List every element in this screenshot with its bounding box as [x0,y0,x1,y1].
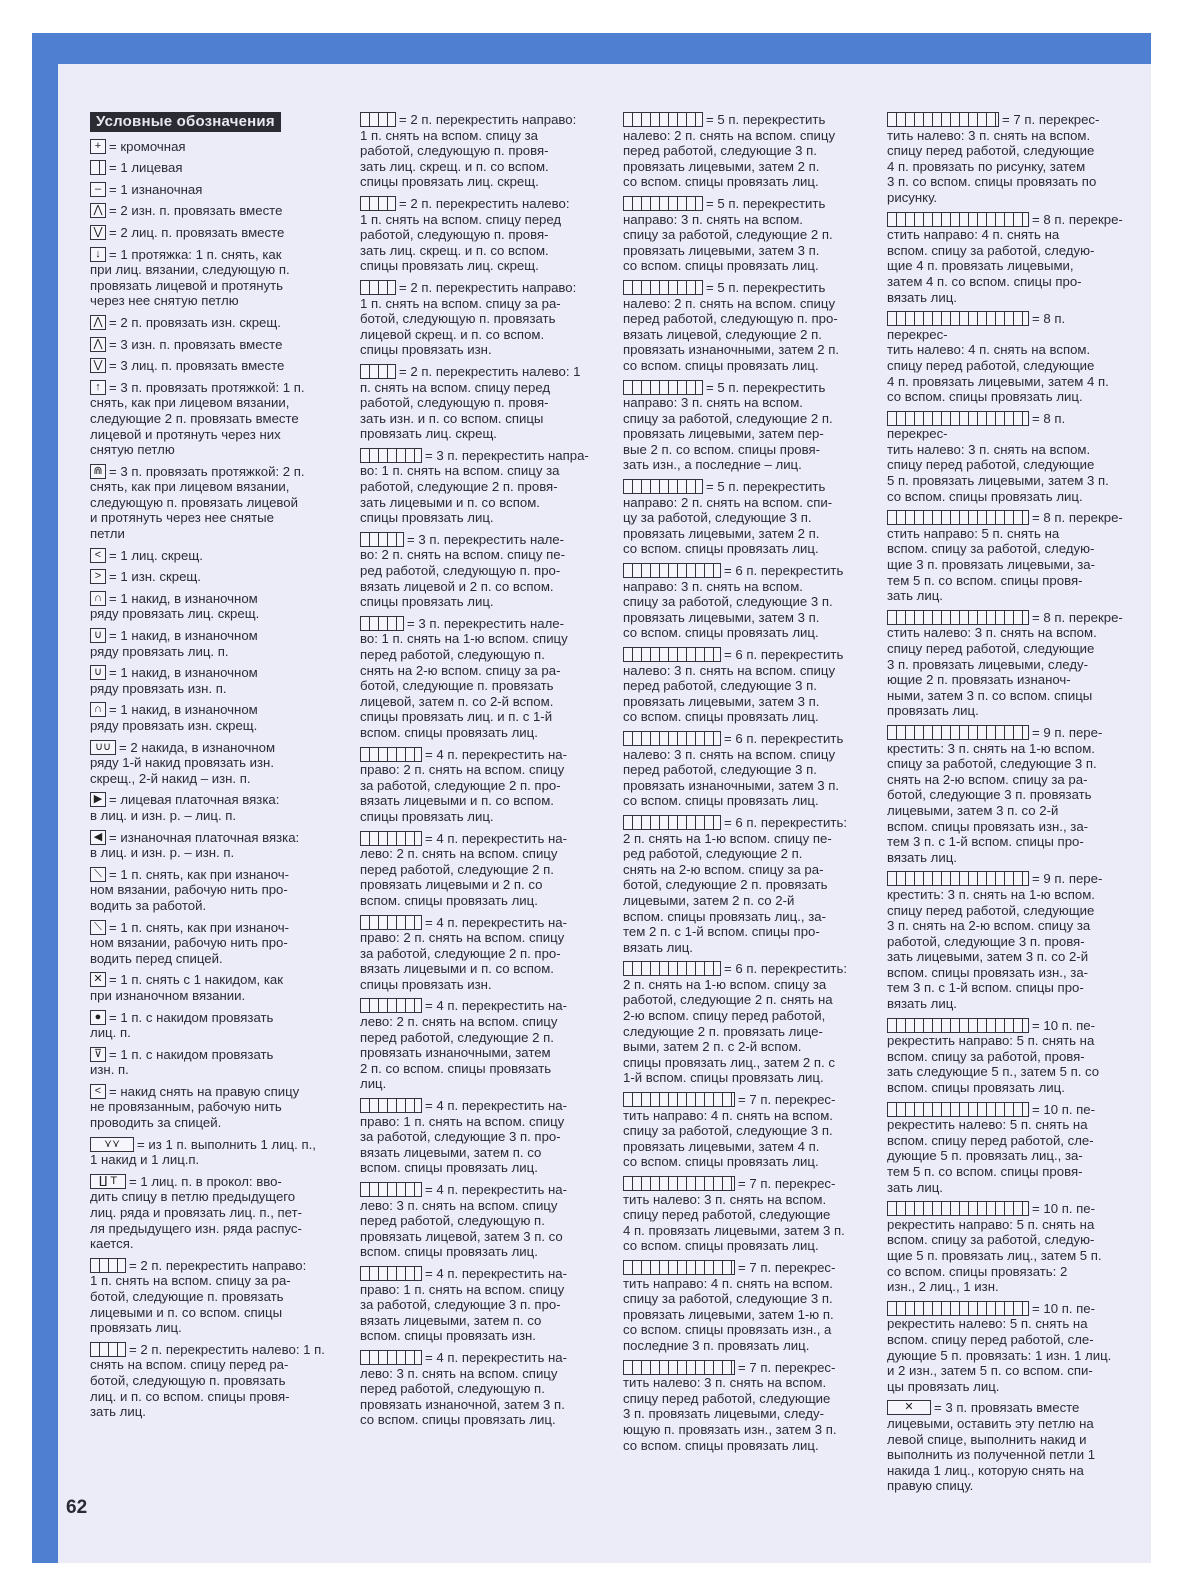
legend-text: = 6 п. перекрестить: 2 п. снять на 1-ю вспом. спицу пе- ред работой, следующие 2 п. снять на 2-ю вспом. спицу за ра- ботой, следующие 2 п. провязать лицевыми, затем 2 п. со 2-й вспом. спицы провязать лиц., за- тем 2 п. с 1-й вспом. спицы про- вязать лиц. [623,814,847,955]
empty-box-icon [90,160,106,175]
legend-text: = 3 п. перекрестить нале- во: 1 п. снять на 1-ю вспом. спицу перед работой, следующую п. снять на 2-ю вспом. спицу за ра- ботой, следующие п. провязать лицевой, затем п. со 2-й вспом. спицы провязать лиц. и п. с 1-й вспом. спицы провязать лиц. [360,615,568,740]
legend-text: = накид снять на правую спицу не провязанным, рабочую нить проводить за спицей. [90,1083,300,1131]
cross-10-left-purl-icon [887,1301,1029,1316]
cross-4-left-purl-icon [360,998,422,1013]
legend-text: = 8 п. перекре- стить направо: 4 п. снять на вспом. спицу за работой, следую- щие 4 п. провязать лицевыми, затем 4 п. со вспом. спицы про- вязать лиц. [887,211,1123,305]
legend-text: = 5 п. перекрестить направо: 3 п. снять на вспом. спицу за работой, следующие 2 п. провязать лицевыми, затем 3 п. со вспом. спицы провязать лиц. [623,195,833,274]
legend-text: = 2 лиц. п. провязать вместе [109,224,285,240]
double-yo-icon: ∪∪ [90,740,116,755]
legend-entry [623,196,875,274]
legend-entry [90,203,342,219]
yo-purl-icon: ∪ [90,665,106,680]
legend-text: = 1 накид, в изнаночном ряду провязать изн. скрещ. [90,702,258,733]
legend-text: = 1 п. снять, как при изнаноч- ном вязании, рабочую нить про- водить перед спицей. [90,919,290,966]
cross-4-right-1x3-purl-icon [360,1266,422,1281]
purl-3tog-icon: ⋀ [90,337,106,352]
legend-entry [887,1102,1129,1196]
legend-entry [90,1137,342,1168]
cross-6-two-needles-icon [623,815,721,830]
slip-yo-icon: ✕ [90,972,106,987]
legend-entry [90,548,342,564]
legend-text: = 1 п. с накидом провязать изн. п. [90,1046,274,1078]
legend-text: = 5 п. перекрестить направо: 2 п. снять на вспом. спи- цу за работой, следующие 3 п. провязать лицевыми, затем 2 п. со вспом. спицы провязать лиц. [623,479,833,557]
cross-10-right-icon [887,1018,1029,1033]
yo-knit-icon: ∪ [90,628,106,643]
purl-tbl-icon: > [90,569,106,584]
legend-text: = 2 п. перекрестить налево: 1 п. снять на вспом. спицу перед работой, следующую п. провя- зать изн. и п. со вспом. спицы провязать лиц. скрещ. [360,363,581,442]
legend-entry [887,411,1129,505]
legend-text: = 6 п. перекрестить налево: 3 п. снять на вспом. спицу перед работой, следующие 3 п. провязать изнаночными, затем 3 п. со вспом. спицы провязать лиц. [623,730,844,809]
cross-2-right-purl-icon [360,280,396,295]
legend-text: = 4 п. перекрестить на- право: 1 п. снять на вспом. спицу за работой, следующие 3 п. про- вязать лицевыми, затем п. со вспом. спицы провязать лиц. [360,1098,567,1176]
legend-entry [90,1010,342,1041]
legend-text: = 8 п. перекрес- тить налево: 3 п. снять на вспом. спицу перед работой, следующие 5 п. провязать лицевыми, затем 3 п. со вспом. спицы провязать лиц. [887,410,1109,504]
cross-4-right-purl-icon [360,915,422,930]
legend-text: = 10 п. пе- рекрестить направо: 5 п. снять на вспом. спицу за работой, провя- зать следующие 5 п., затем 5 п. со вспом. спицы провязать лиц. [887,1017,1100,1096]
legend-entry [623,731,875,809]
legend-text: = 10 п. пе- рекрестить направо: 5 п. снять на вспом. спицу за работой, следую- щие 5 п. провязать лиц., затем 5 п. со вспом. спицы провязать: 2 изн., 2 лиц., 1 изн. [887,1201,1102,1295]
legend-entry [90,1174,342,1252]
cross-5-left-icon [623,112,703,127]
legend-entry [360,831,610,909]
legend-entry [90,972,342,1003]
cross-2-left-purl-icon [360,364,396,379]
legend-entry [90,182,342,198]
cross-8-left-icon [887,311,1029,326]
legend-entry [90,358,342,374]
legend-entry [360,196,610,274]
legend-entry [90,792,342,823]
legend-entry [623,647,875,725]
legend-text: = 5 п. перекрестить налево: 2 п. снять на вспом. спицу перед работой, следующие 3 п. провязать лицевыми, затем 2 п. со вспом. спицы провязать лиц. [623,112,836,190]
cross-8-left-3x5-icon [887,411,1029,426]
legend-entry [623,1260,875,1354]
legend-entry [90,1084,342,1131]
legend-text: = 9 п. пере- крестить: 3 п. снять на 1-ю вспом. спицу перед работой, следующие 3 п. снять на 2-ю вспом. спицу за работой, следующие 3 п. провя- зать лицевыми, затем 3 п. со 2-й вспом. спицы провязать изн., за- тем 3 п. с 1-й вспом. спицы про- вязать лиц. [887,871,1103,1012]
legend-text: = 1 лицевая [109,160,183,176]
legend-text: = 3 п. перекрестить напра- во: 1 п. снять на вспом. спицу за работой, следующие 2 п. провя- зать лицевыми и п. со вспом. спицы провязать лиц. [360,447,589,526]
legend-text: = 1 накид, в изнаночном ряду провязать изн. п. [90,665,258,696]
legend-entry [887,1018,1129,1096]
legend-entry [623,280,875,374]
slip-front-icon: ⟍ [90,920,106,935]
legend-entry [360,915,610,993]
legend-text: = 1 лиц. п. в прокол: вво- дить спицу в петлю предыдущего лиц. ряда и провязать лиц. п., пет- ля предыдущего изн. ряда распус- кается. [90,1173,303,1252]
triple-pull-icon: ⋒ [90,464,106,479]
knit-with-yo-icon: ● [90,1010,106,1025]
cross-4-left-icon [360,831,422,846]
column-4 [887,112,1129,1500]
cross-6-right-icon [623,563,721,578]
legend-text: = 8 п. перекрес- тить налево: 4 п. снять на вспом. спицу перед работой, следующие 4 п. провязать лицевыми, затем 4 п. со вспом. спицы провязать лиц. [887,311,1109,405]
legend-entry [90,247,342,309]
legend-entry [623,479,875,557]
legend-text: = 3 п. провязать протяжкой: 1 п. снять, как при лицевом вязании, следующие 2 п. провязать вместе лицевой и протянуть через них снятую петлю [90,379,305,458]
legend-entry [90,569,342,585]
legend-text: = 2 п. перекрестить налево: 1 п. снять на вспом. спицу перед работой, следующую п. провя- зать лиц. скрещ. и п. со вспом. спицы провязать лиц. скрещ. [360,195,570,274]
yo-unworked-icon: < [90,1084,106,1099]
cross-8-right-5x3-icon [887,510,1029,525]
legend-text: = 4 п. перекрестить на- лево: 2 п. снять на вспом. спицу перед работой, следующие 2 п. провязать лицевыми и 2 п. со вспом. спицы провязать лиц. [360,830,567,908]
legend-text: = 6 п. перекрестить налево: 3 п. снять на вспом. спицу перед работой, следующие 3 п. провязать лицевыми, затем 3 п. со вспом. спицы провязать лиц. [623,647,844,725]
legend-entry [887,112,1129,206]
cross-8-left-purl-icon [887,610,1029,625]
legend-text: = 1 лиц. скрещ. [109,547,203,563]
cross-4-left-3x1-purl-icon [360,1350,422,1365]
legend-text: = 4 п. перекрестить на- право: 1 п. снять на вспом. спицу за работой, следующие 3 п. про- вязать лицевыми, затем п. со вспом. спицы провязать изн. [360,1265,567,1344]
legend-text: = 10 п. пе- рекрестить налево: 5 п. снять на вспом. спицу перед работой, сле- дующие 5 п. провязать: 1 изн. 1 лиц. и 2 изн., затем 5 п. со вспом. спи- цы провязать лиц. [887,1300,1112,1394]
legend-entry [90,380,342,458]
legend-entry [360,364,610,442]
legend-text: = 2 п. перекрестить направо: 1 п. снять на вспом. спицу за ра- ботой, следующую п. провязать лицевой скрещ. и п. со вспом. спицы провязать изн. [360,279,577,358]
legend-entry [90,740,342,787]
legend-entry [360,616,610,741]
legend-entry [90,139,342,155]
cross-2-right-icon [90,1258,126,1273]
legend-entry [360,1182,610,1260]
legend-text: = 2 п. перекрестить налево: 1 п. снять на вспом. спицу перед ра- ботой, следующую п. провязать лиц. и п. со вспом. спицы провя- зать лиц. [90,1341,325,1420]
cross-10-left-icon [887,1102,1029,1117]
legend-text: = 4 п. перекрестить на- лево: 3 п. снять на вспом. спицу перед работой, следующую п. провязать изнаночной, затем 3 п. со вспом. спицы провязать лиц. [360,1349,567,1428]
cross-3-two-needles-icon [360,616,404,631]
legend-text: = 1 накид, в изнаночном ряду провязать лиц. п. [90,628,258,659]
legend-text: = 4 п. перекрестить на- право: 2 п. снять на вспом. спицу за работой, следующие 2 п. про- вязать лицевыми и п. со вспом. спицы провязать лиц. [360,746,567,824]
legend-entry [90,225,342,241]
legend-text: = 3 п. провязать протяжкой: 2 п. снять, как при лицевом вязании, следующую п. провязать лицевой и протянуть через нее снятые петли [90,463,305,542]
legend-entry [887,212,1129,306]
cross-4-right-1x3-icon [360,1098,422,1113]
legend-entry [90,867,342,914]
legend-entry [90,702,342,733]
legend-entry [360,1098,610,1176]
legend-text: = 1 изнаночная [109,181,203,197]
legend-text: = изнаночная платочная вязка: в лиц. и изн. р. – изн. п. [90,829,300,861]
legend-text: = 3 изн. п. провязать вместе [109,336,283,352]
legend-text: = 5 п. перекрестить направо: 3 п. снять на вспом. спицу за работой, следующие 2 п. провязать лицевыми, затем пер- вые 2 п. со вспом. спицы провя- зать изн., а последние – лиц. [623,379,833,473]
slip-back-icon: ⟍ [90,867,106,882]
cross-9-left-icon [887,871,1029,886]
dash-box-icon: – [90,182,106,197]
legend-text: = 4 п. перекрестить на- лево: 2 п. снять на вспом. спицу перед работой, следующие 2 п. провязать изнаночными, затем 2 п. со вспом. спицы провязать лиц. [360,998,567,1092]
legend-entry [90,665,342,696]
legend-entry [90,464,342,542]
legend-entry [887,725,1129,865]
plus-box-icon: + [90,139,106,154]
knit-3tog-yo-icon: ✕ [887,1400,931,1415]
knit-below-icon: ∐ Т [90,1174,126,1189]
legend-text: = 2 накида, в изнаночном ряду 1-й накид провязать изн. скрещ., 2-й накид – изн. п. [90,739,276,786]
cross-6-left-purl-icon [623,731,721,746]
legend-text: = из 1 п. выполнить 1 лиц. п., 1 накид и 1 лиц.п. [90,1136,316,1168]
cross-5-left-purl-icon [623,280,703,295]
yo-purl-tbl-icon: ∩ [90,702,106,717]
legend-entry [90,337,342,353]
legend-entry [90,920,342,967]
legend-text: = 7 п. перекрес- тить налево: 3 п. снять на вспом. спицу перед работой, следующие 4 п. провязать лицевыми, затем 3 п. со вспом. спицы провязать лиц. [623,1176,845,1254]
legend-entry [90,830,342,861]
legend-entry [360,1350,610,1428]
cross-7-right-icon [623,1092,735,1107]
knit-tbl-icon: < [90,548,106,563]
knit-2tog-icon: ⋁ [90,225,106,240]
page-number: 62 [66,1497,88,1518]
cross-2-left-icon [90,1342,126,1357]
legend-text: = 1 накид, в изнаночном ряду провязать лиц. скрещ. [90,590,260,622]
legend-entry [887,871,1129,1011]
legend-entry [887,610,1129,719]
legend-entry [90,591,342,622]
legend-text: = 7 п. перекрес- тить налево: 3 п. снять на вспом. спицу перед работой, следующие 3 п. провязать лицевыми, следу- ющую п. провязать изн., затем 3 п. со вспом. спицы провязать лиц. [623,1359,837,1453]
page-heading: Условные обозначения [90,112,281,132]
legend-entry [90,1047,342,1078]
legend-text: = 7 п. перекрес- тить направо: 4 п. снять на вспом. спицу за работой, следующие 3 п. провязать лицевыми, затем 4 п. со вспом. спицы провязать лиц. [623,1092,836,1170]
legend-text: = 5 п. перекрестить налево: 2 п. снять на вспом. спицу перед работой, следующую п. про- вязать лицевой, следующие 2 п. провязать изнаночными, затем 2 п. со вспом. спицы провязать лиц. [623,279,840,373]
legend-text: = 4 п. перекрестить на- лево: 3 п. снять на вспом. спицу перед работой, следующую п. провязать лицевой, затем 3 п. со вспом. спицы провязать лиц. [360,1182,567,1260]
cross-7-left-purl-icon [623,1360,735,1375]
column-3 [623,112,875,1459]
legend-entry [623,961,875,1086]
garter-knit-icon: ▶ [90,792,106,807]
legend-text: = 1 изн. скрещ. [109,569,201,585]
legend-entry [360,280,610,358]
double-pull-icon: ↑ [90,380,106,395]
legend-text: = 7 п. перекрес- тить направо: 4 п. снять на вспом. спицу за работой, следующие 3 п. провязать лицевыми, затем 1-ю п. со вспом. спицы провязать изн., а последние 3 п. провязать лиц. [623,1259,836,1353]
legend-text: = 1 п. снять, как при изнаноч- ном вязании, рабочую нить про- водить за работой. [90,866,290,913]
purl-with-yo-icon: ⊽ [90,1047,106,1062]
legend-entry [887,1400,1129,1494]
cross-8-right-icon [887,212,1029,227]
legend-text: = 1 протяжка: 1 п. снять, как при лиц. вязании, следующую п. провязать лицевой и протянуть через нее снятую петлю [90,246,290,309]
legend-text: = 8 п. перекре- стить направо: 5 п. снять на вспом. спицу за работой, следую- щие 3 п. провязать лицевыми, за- тем 5 п. со вспом. спицы провя- зать лиц. [887,510,1123,604]
legend-text: = 3 п. провязать вместе лицевыми, оставить эту петлю на левой спице, выполнить накид и выполнить из полученной петли 1 накида 1 лиц., которую снять на правую спицу. [887,1400,1096,1494]
cross-9-right-icon [887,725,1029,740]
legend-text: = 8 п. перекре- стить налево: 3 п. снять на вспом. спицу перед работой, следующие 3 п. провязать лицевыми, следу- ющие 2 п. провязать изнаноч- ными, затем 3 п. со вспом. спицы провязать лиц. [887,609,1123,719]
pull-through-icon: ↓ [90,247,106,262]
cross-7-right-purl-icon [623,1260,735,1275]
increase-3-icon: ⋎⋎ [90,1137,134,1152]
cross-6-two-needles-b-icon [623,961,721,976]
legend-entry [90,1258,342,1336]
legend-entry [887,311,1129,405]
legend-text: = 3 п. перекрестить нале- во: 2 п. снять на вспом. спицу пе- ред работой, следующую п. про- вязать лицевой и 2 п. со вспом. спицы провязать лиц. [360,531,565,610]
cross-3-right-icon [360,448,422,463]
legend-entry [90,315,342,331]
legend-entry [887,510,1129,604]
legend-text: = 2 изн. п. провязать вместе [109,203,283,219]
legend-entry [90,628,342,659]
cross-7-left-icon [623,1176,735,1191]
cross-3-left-icon [360,532,404,547]
legend-entry [623,112,875,190]
legend-text: = лицевая платочная вязка: в лиц. и изн. р. – лиц. п. [90,792,280,823]
cross-6-left-icon [623,647,721,662]
garter-purl-icon: ◀ [90,830,106,845]
legend-entry [623,1176,875,1254]
legend-text: = 1 п. с накидом провязать лиц. п. [90,1009,274,1041]
cross-4-right-icon [360,747,422,762]
legend-text: = 7 п. перекрес- тить налево: 3 п. снять на вспом. спицу перед работой, следующие 4 п. провязать по рисунку, затем 3 п. со вспом. спицы провязать по рисунку. [887,112,1100,205]
column-2 [360,112,610,1434]
cross-7-left-pattern-icon [887,112,999,127]
legend-entry [360,998,610,1092]
legend-text: = 6 п. перекрестить направо: 3 п. снять на вспом. спицу за работой, следующие 3 п. провязать лицевыми, затем 3 п. со вспом. спицы провязать лиц. [623,563,844,641]
legend-text: = 10 п. пе- рекрестить налево: 5 п. снять на вспом. спицу перед работой, сле- дующие 5 п. провязать лиц., за- тем 5 п. со вспом. спицы провя- зать лиц. [887,1101,1096,1195]
legend-entry [360,532,610,610]
yo-knit-tbl-icon: ∩ [90,591,106,606]
legend-entry [360,448,610,526]
cross-2-right-tbl-icon [360,112,396,127]
cross-5-right-mixed-icon [623,380,703,395]
legend-text: = 3 лиц. п. провязать вместе [109,358,285,374]
legend-entry [623,1360,875,1454]
purl-2tog-icon: ⋀ [90,203,106,218]
legend-text: = 1 п. снять с 1 накидом, как при изнаночном вязании. [90,972,284,1003]
legend-entry [90,1342,342,1420]
legend-entry [623,380,875,474]
knit-3tog-icon: ⋁ [90,358,106,373]
purl-2tog-tbl-icon: ⋀ [90,315,106,330]
legend-text: = 6 п. перекрестить: 2 п. снять на 1-ю вспом. спицу за работой, следующие 2 п. снять на 2-ю вспом. спицу перед работой, следующие 2 п. провязать лице- выми, затем 2 п. с 2-й вспом. спицы провязать лиц., затем 2 п. с 1-й вспом. спицы провязать лиц. [623,961,847,1086]
legend-entry [887,1301,1129,1395]
cross-10-right-purl-icon [887,1201,1029,1216]
cross-2-left-tbl-icon [360,196,396,211]
legend-text: = 9 п. пере- крестить: 3 п. снять на 1-ю вспом. спицу за работой, следующие 3 п. снять на 2-ю вспом. спицу за ра- ботой, следующие 3 п. провязать лицевыми, затем 3 п. со 2-й вспом. спицы провязать изн., за- тем 3 п. с 1-й вспом. спицы про- вязать лиц. [887,724,1103,865]
legend-text: = кромочная [109,138,186,154]
cross-4-left-3x1-icon [360,1182,422,1197]
legend-entry [360,112,610,190]
legend-entry [360,747,610,825]
cross-5-right-2x3-icon [623,479,703,494]
cross-5-right-icon [623,196,703,211]
legend-entry [360,1266,610,1344]
legend-entry [623,1092,875,1170]
column-1 [90,112,342,1426]
legend-text: = 2 п. перекрестить направо: 1 п. снять на вспом. спицу за работой, следующую п. провя- зать лиц. скрещ. и п. со вспом. спицы провязать лиц. скрещ. [360,112,577,190]
legend-entry [623,563,875,641]
legend-entry [887,1201,1129,1295]
legend-text: = 2 п. провязать изн. скрещ. [109,314,281,330]
legend-entry [623,815,875,955]
legend-text: = 4 п. перекрестить на- право: 2 п. снять на вспом. спицу за работой, следующие 2 п. про- вязать лицевыми и п. со вспом. спицы провязать изн. [360,914,567,992]
legend-text: = 2 п. перекрестить направо: 1 п. снять на вспом. спицу за ра- ботой, следующие п. провязать лицевыми и п. со вспом. спицы провязать лиц. [90,1257,307,1336]
legend-entry [90,160,342,176]
